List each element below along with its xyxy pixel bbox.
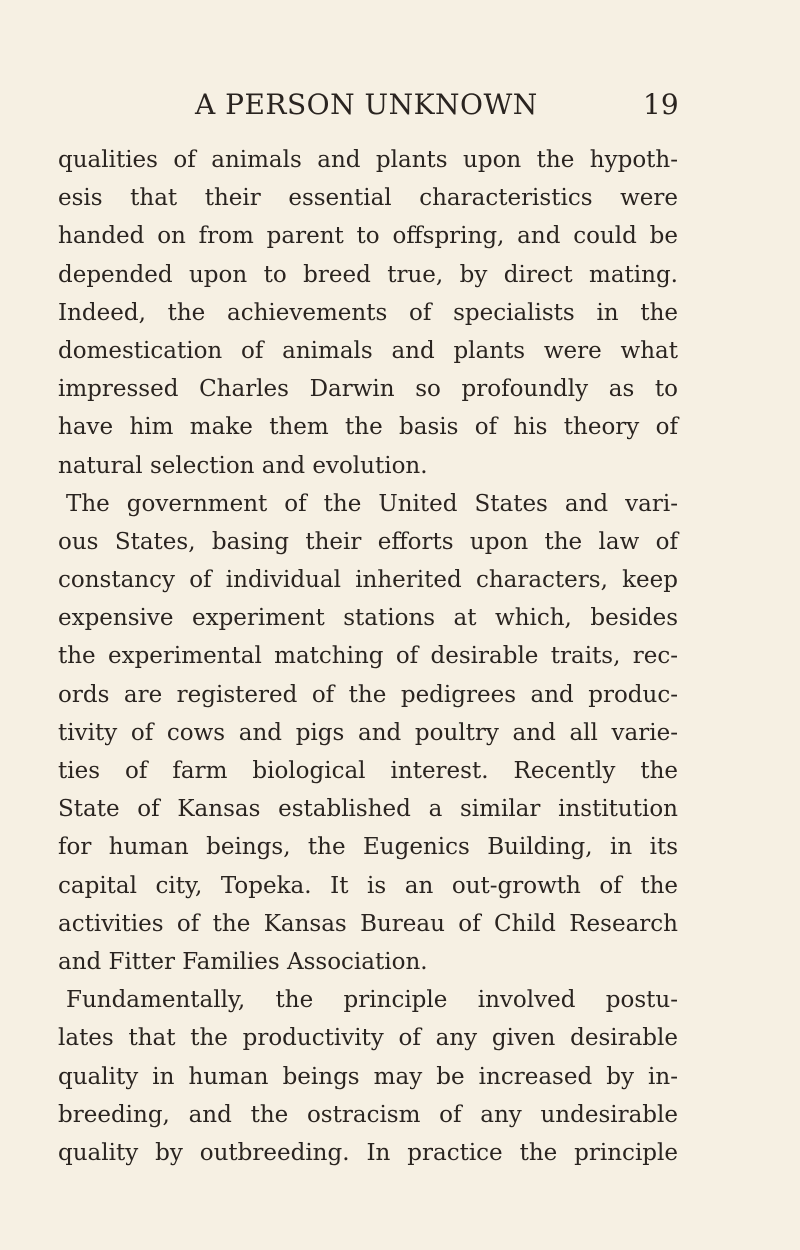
text-line: have him make them the basis of his theory of: [58, 414, 678, 441]
text-line: the experimental matching of desirable traits, rec-: [58, 643, 678, 670]
text-line: capital city, Topeka. It is an out-growth of the: [58, 872, 678, 899]
running-title: A PERSON UNKNOWN: [195, 88, 538, 121]
text-line: domestication of animals and plants were what: [58, 337, 678, 364]
text-line: and Fitter Families Association.: [58, 948, 428, 975]
text-line: natural selection and evolution.: [58, 452, 428, 479]
body-text: [58, 141, 678, 1172]
text-line: impressed Charles Darwin so profoundly as to: [58, 376, 678, 403]
text-line: Fundamentally, the principle involved postu-: [66, 987, 678, 1014]
text-line: State of Kansas established a similar institution: [58, 796, 678, 823]
text-line: expensive experiment stations at which, besides: [58, 605, 678, 632]
text-line: lates that the productivity of any given desirable: [58, 1025, 678, 1052]
text-line: constancy of individual inherited characters, keep: [58, 567, 678, 594]
text-line: handed on from parent to offspring, and could be: [58, 223, 678, 250]
text-line: activities of the Kansas Bureau of Child Research: [58, 910, 678, 937]
text-line: esis that their essential characteristics were: [58, 185, 678, 212]
text-line: Indeed, the achievements of specialists in the: [58, 299, 678, 326]
text-line: breeding, and the ostracism of any undesirable: [58, 1101, 678, 1128]
page-number: 19: [643, 88, 679, 121]
text-line: quality by outbreeding. In practice the principle: [58, 1139, 678, 1166]
text-line: tivity of cows and pigs and poultry and all varie-: [58, 719, 678, 746]
text-line: ords are registered of the pedigrees and produc-: [58, 681, 678, 708]
text-line: for human beings, the Eugenics Building, in its: [58, 834, 678, 861]
running-head: [0, 88, 800, 128]
text-line: quality in human beings may be increased by in-: [58, 1063, 678, 1090]
text-line: depended upon to breed true, by direct mating.: [58, 261, 678, 288]
text-line: The government of the United States and vari-: [66, 490, 678, 517]
text-line: ous States, basing their efforts upon the law of: [58, 528, 678, 555]
text-line: ties of farm biological interest. Recently the: [58, 758, 678, 784]
text-line: qualities of animals and plants upon the hypoth-: [58, 147, 678, 173]
